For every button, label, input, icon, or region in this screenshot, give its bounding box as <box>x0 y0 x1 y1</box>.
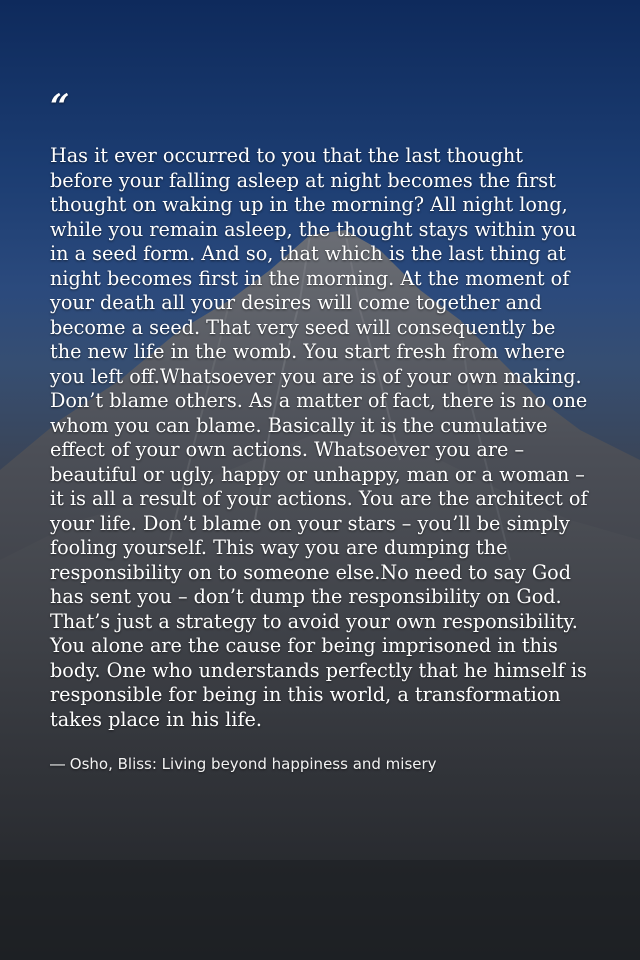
quote-card <box>50 87 590 774</box>
quote-attribution: ― Osho, Bliss: Living beyond happiness and misery <box>50 755 437 773</box>
quote-mark-icon: “ <box>50 87 70 127</box>
quote-text: Has it ever occurred to you that the last thought before your falling asleep at night becomes the first thought on waking up in the morning? All night long, while you remain asleep, the thought stays within you in a seed form. And so, that which is the last thing at night becomes first in the morning. At the moment of your death all your desires will come together and become a seed. That very seed will consequently be the new life in the womb. You start fresh from where you left off.Whatsoever you are is of your own making. Don’t blame others. As a matter of fact, there is no one whom you can blame. Basically it is the cumulative effect of your own actions. Whatsoever you are – beautiful or ugly, happy or unhappy, man or a woman – it is all a result of your actions. You are the architect of your life. Don’t blame on your stars – you’ll be simply fooling yourself. This way you are dumping the responsibility on to someone else.No need to say God has sent you – don’t dump the responsibility on God. That’s just a strategy to avoid your own responsibility. You alone are the cause for being imprisoned in this body. One who understands perfectly that he himself is responsible for being in this world, a transformation takes place in his life. <box>50 144 588 731</box>
